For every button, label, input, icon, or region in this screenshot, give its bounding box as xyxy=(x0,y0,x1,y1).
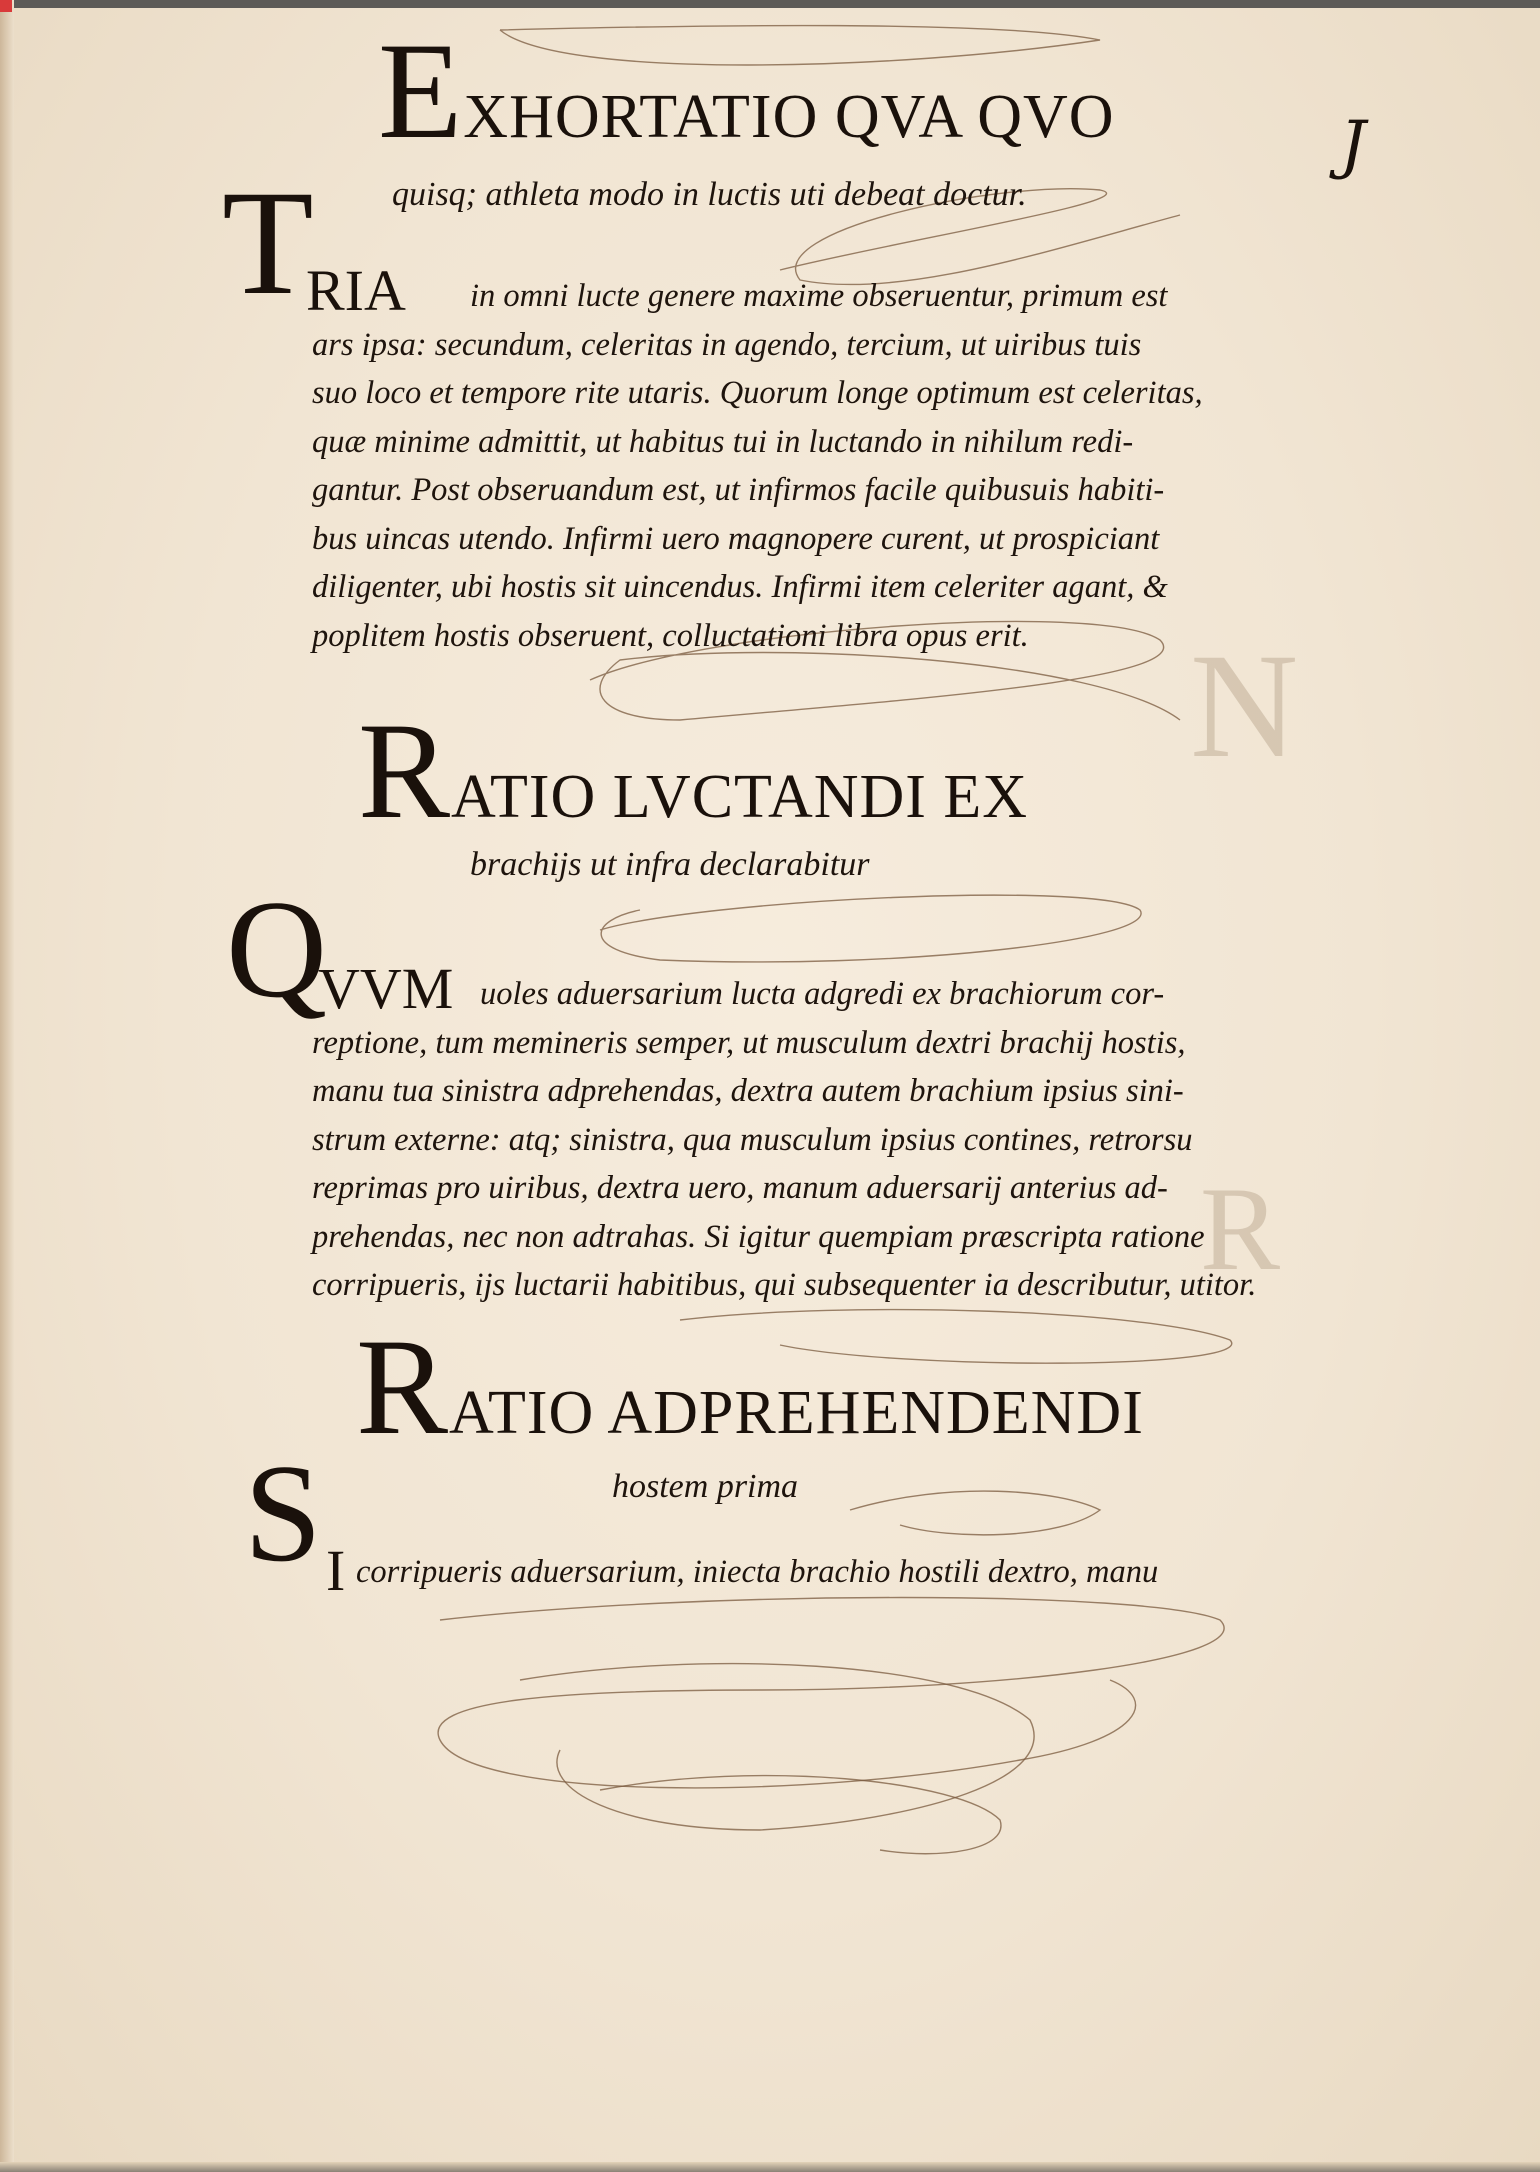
text-line: strum externe: atq; sinistra, qua musculum ipsius contines, retrorsu xyxy=(312,1121,1193,1158)
scan-top-edge xyxy=(0,0,1540,8)
heading-text: ATIO ADPREHENDENDI xyxy=(449,1379,1144,1447)
paragraph-block xyxy=(312,272,1252,660)
section-subtitle: brachijs ut infra declarabitur xyxy=(470,846,870,883)
flourish-hostem xyxy=(850,1491,1100,1535)
paragraph-block xyxy=(312,970,1257,1310)
text-line: in omni lucte genere maxime obseruentur, primum est xyxy=(470,278,1168,314)
text-line: reptione, tum memineris semper, ut musculum dextri brachij hostis, xyxy=(312,1024,1186,1061)
text-line: bus uincas utendo. Infirmi uero magnopere curent, ut prospiciant xyxy=(312,520,1160,557)
drop-capital-rest: VVM xyxy=(318,956,454,1021)
heading-text: ATIO LVCTANDI EX xyxy=(451,763,1029,831)
text-line: uoles aduersarium lucta adgredi ex brachiorum cor- xyxy=(480,976,1165,1012)
heading-initial: R xyxy=(358,694,452,847)
heading-text: XHORTATIO QVA QVO xyxy=(463,83,1115,151)
text-line: poplitem hostis obseruent, colluctationi libra opus erit. xyxy=(312,617,1029,654)
text-line: corripueris aduersarium, iniecta brachio hostili dextro, manu xyxy=(356,1554,1159,1590)
bleed-through-letters: R xyxy=(1200,1162,1281,1295)
text-line: gantur. Post obseruandum est, ut infirmos facile quibusuis habiti- xyxy=(312,472,1165,508)
section-subtitle: hostem prima xyxy=(612,1468,799,1505)
section-heading xyxy=(378,14,1115,167)
text-line: prehendas, nec non adtrahas. Si igitur quempiam præscripta ratione xyxy=(312,1218,1205,1255)
folio-number: J xyxy=(1340,108,1366,182)
paragraph-block xyxy=(356,1548,1256,1597)
drop-capital: S xyxy=(244,1436,322,1591)
text-line: quæ minime admittit, ut habitus tui in luctando in nihilum redi- xyxy=(312,423,1134,460)
text-line: corripueris, ijs luctarii habitibus, qui subsequenter ia descributur, utitor. xyxy=(312,1267,1257,1303)
section-heading xyxy=(356,1310,1144,1463)
text-line: diligenter, ubi hostis sit uincendus. Infirmi item celeriter agant, & xyxy=(312,569,1168,605)
drop-capital-rest: RIA xyxy=(306,258,406,323)
scan-bottom-edge xyxy=(0,2162,1540,2172)
page-left-edge xyxy=(0,0,14,2172)
flourish-large-1 xyxy=(438,1598,1224,1788)
text-line: reprimas pro uiribus, dextra uero, manum aduersarij anterius ad- xyxy=(312,1170,1168,1206)
heading-initial: R xyxy=(356,1310,450,1463)
bleed-through-letters: N xyxy=(1190,623,1299,789)
heading-initial: E xyxy=(378,14,464,167)
scan-corner-marker xyxy=(0,0,12,12)
text-line: ars ipsa: secundum, celeritas in agendo, tercium, ut uiribus tuis xyxy=(312,326,1142,363)
drop-capital: Q xyxy=(226,872,328,1027)
flourish-section2 xyxy=(600,895,1141,962)
flourish-large-2 xyxy=(520,1664,1034,1830)
text-line: suo loco et tempore rite utaris. Quorum longe optimum est celeritas, xyxy=(312,375,1203,411)
section-heading xyxy=(358,694,1029,847)
drop-capital: T xyxy=(222,160,314,326)
flourish-large-3 xyxy=(600,1776,1001,1854)
drop-capital-rest: I xyxy=(326,1538,346,1603)
section-subtitle: quisq; athleta modo in luctis uti debeat doctur. xyxy=(392,176,1027,213)
text-line: manu tua sinistra adprehendas, dextra autem brachium ipsius sini- xyxy=(312,1073,1184,1109)
